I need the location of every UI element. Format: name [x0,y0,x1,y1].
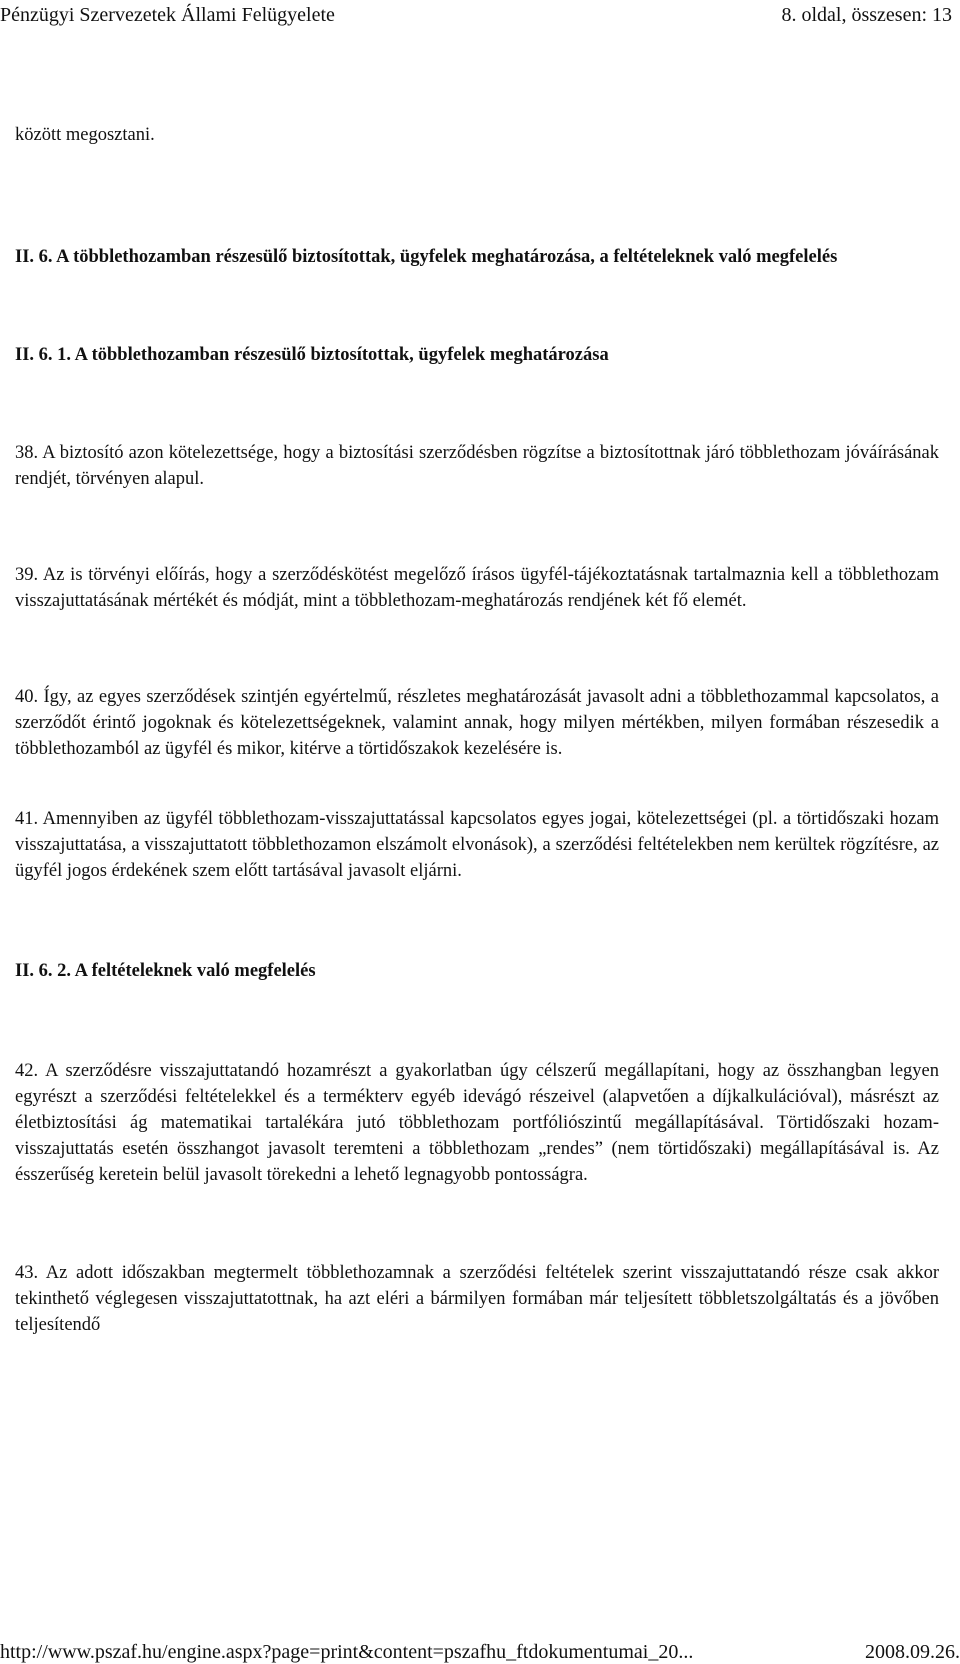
footer-url: http://www.pszaf.hu/engine.aspx?page=print&content=pszafhu_ftdokumentumai_20... [0,1641,694,1663]
paragraph-40: 40. Így, az egyes szerződések szintjén egyértelmű, részletes meghatározását javasolt adni a többlethozammal kapcsolatos, a szerződőt érintő jogoknak és kötelezettségeknek, valamint annak, hogy milyen mértékben, milyen formában részesedik a többlethozamból az ügyfél és mikor, kitérve a törtidőszakok kezelésére is. [15,687,939,759]
paragraph-41: 41. Amennyiben az ügyfél többlethozam-visszajuttatással kapcsolatos egyes jogai, kötelezettségei (pl. a törtidőszaki hozam visszajuttatása, a visszajuttatott többlethozamon elszámolt elvonások), a szerződési feltételekben nem kerültek rögzítésre, az ügyfél jogos érdekének szem előtt tartásával javasolt eljárni. [15,809,939,881]
header-organization: Pénzügyi Szervezetek Állami Felügyelete [0,4,335,26]
footer-date: 2008.09.26. [865,1641,960,1663]
continuation-text: között megosztani. [15,125,155,145]
section-heading-ii-6: II. 6. A többlethozamban részesülő biztosítottak, ügyfelek meghatározása, a feltételeknek való megfelelés [15,247,838,267]
paragraph-39: 39. Az is törvényi előírás, hogy a szerződéskötést megelőző írásos ügyfél-tájékoztatásnak tartalmaznia kell a többlethozam visszajuttatásának mértékét és módját, mint a többlethozam-meghatározás rendjének két fő elemét. [15,565,939,611]
page-footer [0,1640,960,1664]
section-heading-ii-6-1: II. 6. 1. A többlethozamban részesülő biztosítottak, ügyfelek meghatározása [15,345,609,365]
section-heading-ii-6-2: II. 6. 2. A feltételeknek való megfelelés [15,961,316,981]
header-page-number: 8. oldal, összesen: 13 [781,4,952,26]
paragraph-42: 42. A szerződésre visszajuttatandó hozamrészt a gyakorlatban úgy célszerű megállapítani, hogy az összhangban legyen egyrészt a szerződési feltételekkel és a termékterv egyéb idevágó részeivel (alapvetően a díjkalkulációval), másrészt az életbiztosítási ág matematikai tartalékára jutó többlethozam portfóliószintű megállapításával. Törtidőszaki hozam-visszajuttatás esetén összhangot javasolt teremteni a többlethozam „rendes” (nem törtidőszaki) megállapításával is. Az ésszerűség keretein belül javasolt törekedni a lehető legnagyobb pontosságra. [15,1061,939,1185]
document-body [15,122,939,1338]
page-header [0,3,952,27]
paragraph-38: 38. A biztosító azon kötelezettsége, hogy a biztosítási szerződésben rögzítse a biztosítottnak járó többlethozam jóváírásának rendjét, törvényen alapul. [15,443,939,489]
paragraph-43: 43. Az adott időszakban megtermelt többlethozamnak a szerződési feltételek szerint visszajuttatandó része csak akkor tekinthető véglegesen visszajuttatottnak, ha azt eléri a bármilyen formában már teljesített többletszolgáltatás és a jövőben teljesítendő [15,1263,939,1335]
